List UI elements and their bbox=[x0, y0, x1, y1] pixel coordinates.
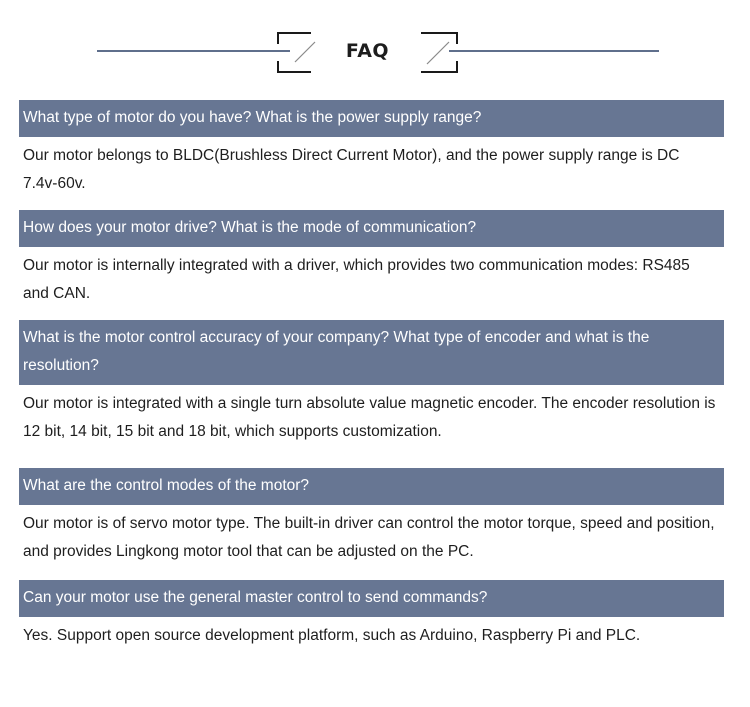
faq-item bbox=[19, 210, 724, 320]
faq-answer: Our motor is internally integrated with a driver, which provides two communication modes: RS485 and CAN. bbox=[23, 257, 690, 302]
faq-item bbox=[19, 468, 724, 580]
faq-item bbox=[19, 100, 724, 210]
faq-answer: Our motor belongs to BLDC(Brushless Direct Current Motor), and the power supply range is DC 7.4v-60v. bbox=[23, 147, 680, 192]
faq-header bbox=[0, 0, 750, 90]
faq-item bbox=[19, 320, 724, 468]
faq-list bbox=[19, 100, 724, 677]
faq-item bbox=[19, 580, 724, 677]
faq-question: What type of motor do you have? What is the power supply range? bbox=[19, 100, 724, 137]
page-title: FAQ bbox=[345, 40, 390, 62]
faq-answer: Our motor is integrated with a single turn absolute value magnetic encoder. The encoder resolution is 12 bit, 14 bit, 15 bit and 18 bit, which supports customization. bbox=[23, 395, 716, 440]
title-frame bbox=[277, 32, 458, 73]
faq-question: Can your motor use the general master control to send commands? bbox=[19, 580, 724, 617]
faq-answer: Our motor is of servo motor type. The built-in driver can control the motor torque, speed and position, and provides Lingkong motor tool that can be adjusted on the PC. bbox=[23, 515, 715, 560]
faq-question: What are the control modes of the motor? bbox=[19, 468, 724, 505]
faq-question: How does your motor drive? What is the mode of communication? bbox=[19, 210, 724, 247]
faq-answer: Yes. Support open source development platform, such as Arduino, Raspberry Pi and PLC. bbox=[23, 627, 641, 644]
faq-question: What is the motor control accuracy of your company? What type of encoder and what is the resolution? bbox=[19, 320, 724, 385]
header-rule-left bbox=[97, 50, 290, 52]
header-rule-right bbox=[449, 50, 659, 52]
